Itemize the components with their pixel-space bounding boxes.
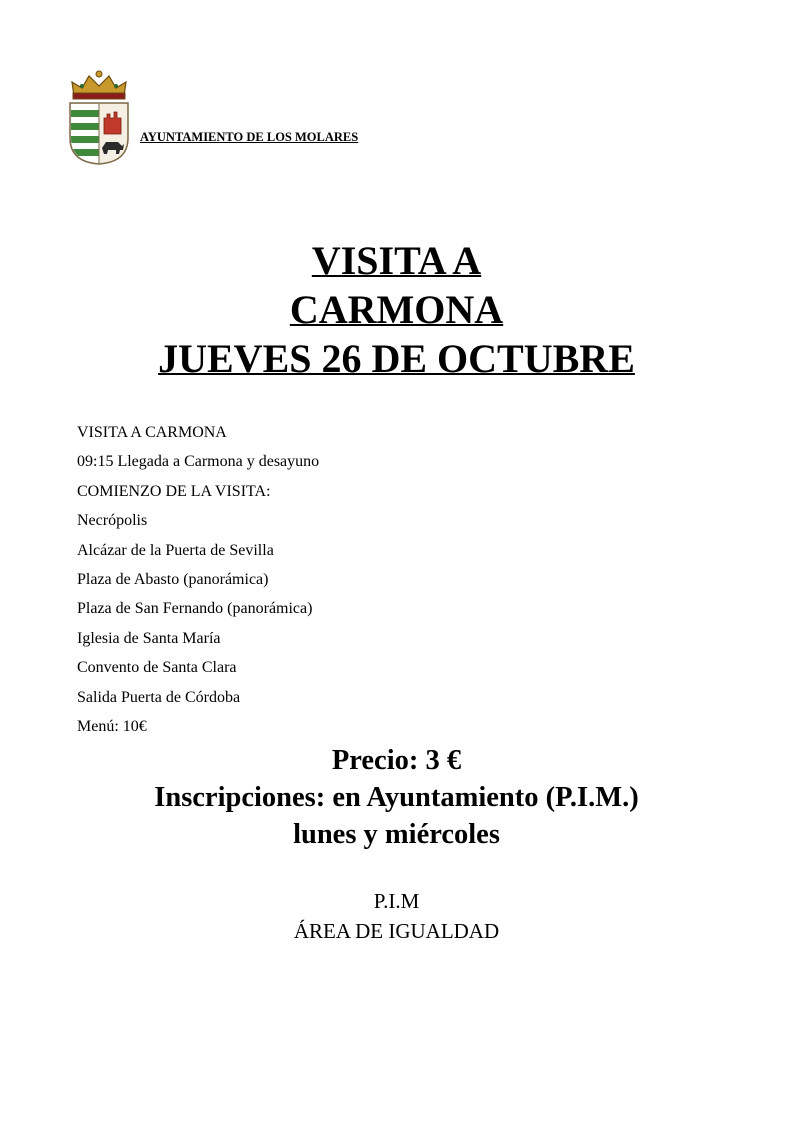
program-item: 09:15 Llegada a Carmona y desayuno bbox=[77, 453, 320, 471]
program-item: Menú: 10€ bbox=[77, 718, 147, 736]
program-list bbox=[77, 418, 319, 741]
footer-block bbox=[0, 886, 793, 946]
title-line-2: CARMONA bbox=[289, 287, 504, 332]
title-line-3: JUEVES 26 DE OCTUBRE bbox=[158, 336, 635, 381]
registration-line: Inscripciones: en Ayuntamiento (P.I.M.) bbox=[154, 782, 639, 813]
organization-name: AYUNTAMIENTO DE LOS MOLARES bbox=[140, 130, 359, 144]
program-item: Iglesia de Santa María bbox=[77, 629, 221, 647]
footer-line-1: P.I.M bbox=[373, 889, 420, 913]
program-item: Salida Puerta de Córdoba bbox=[77, 688, 241, 706]
program-item: VISITA A CARMONA bbox=[77, 424, 227, 441]
program-item: Alcázar de la Puerta de Sevilla bbox=[77, 541, 274, 559]
program-item: Convento de Santa Clara bbox=[77, 659, 237, 677]
page-title bbox=[0, 236, 793, 383]
title-line-1: VISITA A bbox=[311, 238, 482, 283]
price-line: Precio: 3 € bbox=[331, 745, 462, 776]
program-item: COMIENZO DE LA VISITA: bbox=[77, 482, 271, 500]
days-line: lunes y miércoles bbox=[293, 819, 500, 850]
program-item: Plaza de Abasto (panorámica) bbox=[77, 571, 269, 589]
info-block bbox=[0, 742, 793, 853]
footer-line-2: ÁREA DE IGUALDAD bbox=[293, 919, 500, 943]
coat-of-arms-icon bbox=[66, 66, 132, 166]
program-item: Necrópolis bbox=[77, 512, 148, 530]
program-item: Plaza de San Fernando (panorámica) bbox=[77, 600, 313, 618]
